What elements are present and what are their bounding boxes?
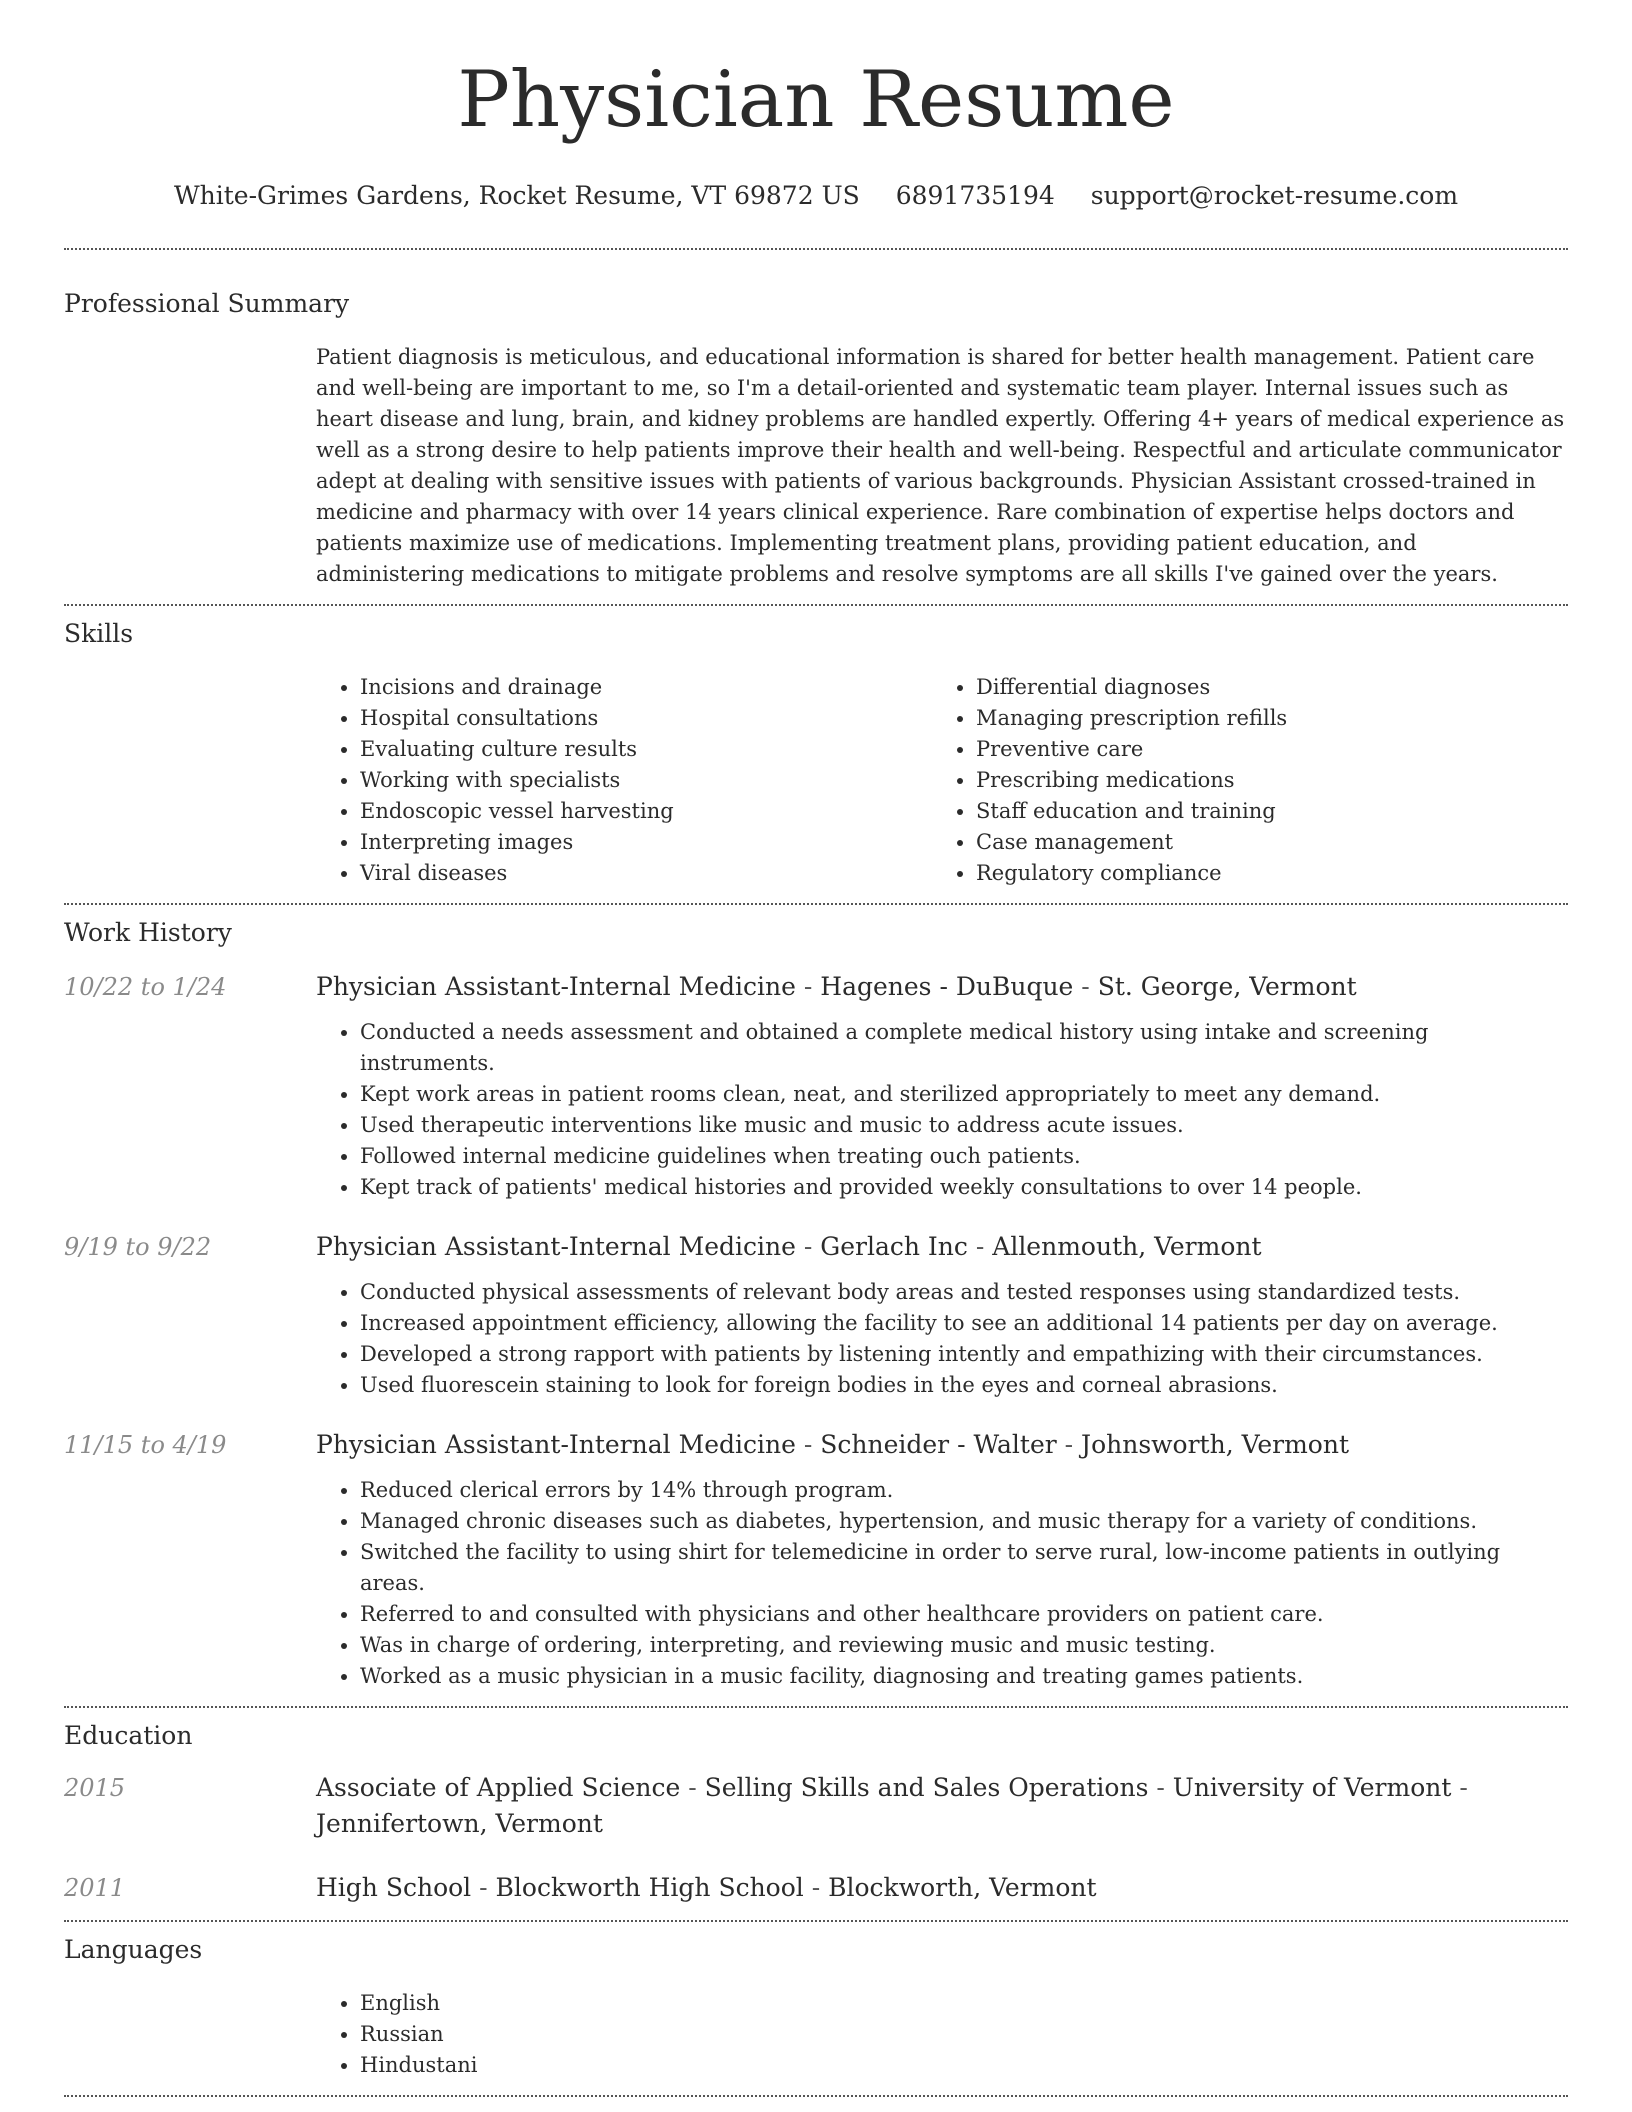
job-bullets-wrap bbox=[316, 1017, 1568, 1203]
job-bullet: • Kept work areas in patient rooms clean, neat, and sterilized appropriately to meet any demand. bbox=[360, 1079, 1568, 1110]
skill-item: • Preventive care bbox=[976, 734, 1548, 765]
section-title-work: Work History bbox=[64, 918, 232, 947]
skill-item: • Endoscopic vessel harvesting bbox=[360, 796, 932, 827]
work-entry-header bbox=[64, 969, 1568, 1005]
skill-item: • Case management bbox=[976, 827, 1548, 858]
skill-item: • Managing prescription refills bbox=[976, 703, 1548, 734]
skills-list-right bbox=[932, 672, 1548, 889]
job-location: Johnsworth, Vermont bbox=[1081, 1430, 1350, 1459]
education-location: Blockworth, Vermont bbox=[828, 1873, 1097, 1902]
education-school: University of Vermont bbox=[1172, 1773, 1452, 1802]
job-bullet: • Managed chronic diseases such as diabetes, hypertension, and music therapy for a variety of conditions. bbox=[360, 1506, 1568, 1537]
skill-item: • Differential diagnoses bbox=[976, 672, 1548, 703]
section-title-education: Education bbox=[64, 1721, 193, 1750]
job-bullet: • Used fluorescein staining to look for foreign bodies in the eyes and corneal abrasions. bbox=[360, 1370, 1568, 1401]
separator: - bbox=[1148, 1773, 1173, 1802]
education-entry bbox=[64, 1870, 1568, 1906]
separator: - bbox=[1451, 1773, 1468, 1802]
job-bullets-wrap bbox=[316, 1277, 1568, 1401]
job-bullet: • Reduced clerical errors by 14% through program. bbox=[360, 1475, 1568, 1506]
separator: - bbox=[795, 972, 821, 1001]
education-entries bbox=[64, 1770, 1568, 1906]
education-degree: Associate of Applied Science bbox=[316, 1773, 681, 1802]
skill-item: • Evaluating culture results bbox=[360, 734, 932, 765]
job-company: Gerlach Inc bbox=[820, 1232, 968, 1261]
language-item: • Russian bbox=[360, 2019, 1568, 2050]
education-location: Jennifertown, Vermont bbox=[316, 1809, 603, 1838]
divider bbox=[64, 1920, 1568, 1922]
work-entry bbox=[64, 1427, 1568, 1692]
skill-item: • Viral diseases bbox=[360, 858, 932, 889]
skill-item: • Working with specialists bbox=[360, 765, 932, 796]
job-bullet: • Was in charge of ordering, interpreting, and reviewing music and music testing. bbox=[360, 1630, 1568, 1661]
education-year: 2011 bbox=[64, 1874, 126, 1902]
job-bullet: • Developed a strong rapport with patients by listening intently and empathizing with their circumstances. bbox=[360, 1339, 1568, 1370]
job-role: Physician Assistant-Internal Medicine bbox=[316, 1232, 796, 1261]
job-bullet: • Conducted physical assessments of relevant body areas and tested responses using standardized tests. bbox=[360, 1277, 1568, 1308]
work-title bbox=[316, 1427, 1349, 1463]
education-title bbox=[316, 1770, 1568, 1842]
job-location: Allenmouth, Vermont bbox=[992, 1232, 1262, 1261]
education-degree: High School bbox=[316, 1873, 472, 1902]
skill-item: • Hospital consultations bbox=[360, 703, 932, 734]
divider bbox=[64, 604, 1568, 606]
work-section bbox=[64, 917, 1568, 1692]
contact-line bbox=[64, 180, 1568, 212]
work-dates: 9/19 to 9/22 bbox=[64, 1233, 212, 1261]
work-title bbox=[316, 1229, 1262, 1265]
work-dates: 10/22 to 1/24 bbox=[64, 973, 227, 1001]
job-bullets bbox=[316, 1475, 1568, 1692]
work-dates: 11/15 to 4/19 bbox=[64, 1431, 227, 1459]
skills-column-right bbox=[932, 672, 1548, 889]
separator: - bbox=[803, 1873, 829, 1902]
contact-phone: 6891735194 bbox=[895, 181, 1055, 210]
skill-item: • Incisions and drainage bbox=[360, 672, 932, 703]
summary-section bbox=[64, 288, 1568, 590]
job-bullet: • Kept track of patients' medical histories and provided weekly consultations to over 14 people. bbox=[360, 1172, 1568, 1203]
languages-section bbox=[64, 1934, 1568, 2081]
education-section bbox=[64, 1720, 1568, 1906]
job-bullets bbox=[316, 1017, 1568, 1203]
section-title-summary: Professional Summary bbox=[64, 289, 350, 318]
work-entry bbox=[64, 1229, 1568, 1401]
job-bullet: • Worked as a music physician in a music facility, diagnosing and treating games patients. bbox=[360, 1661, 1568, 1692]
education-school: Blockworth High School bbox=[495, 1873, 804, 1902]
section-title-skills: Skills bbox=[64, 619, 134, 648]
job-bullet: • Conducted a needs assessment and obtained a complete medical history using intake and screening instruments. bbox=[360, 1017, 1568, 1079]
divider bbox=[64, 903, 1568, 905]
job-bullet: • Increased appointment efficiency, allowing the facility to see an additional 14 patients per day on average. bbox=[360, 1308, 1568, 1339]
separator: - bbox=[680, 1773, 705, 1802]
skill-item: • Regulatory compliance bbox=[976, 858, 1548, 889]
skills-columns bbox=[316, 672, 1568, 889]
job-bullets bbox=[316, 1277, 1568, 1401]
languages-list-wrap bbox=[316, 1988, 1568, 2081]
divider bbox=[64, 1706, 1568, 1708]
skills-column-left bbox=[316, 672, 932, 889]
skill-item: • Staff education and training bbox=[976, 796, 1548, 827]
education-field: Selling Skills and Sales Operations bbox=[704, 1773, 1149, 1802]
work-entry-header bbox=[64, 1229, 1568, 1265]
job-bullet: • Switched the facility to using shirt for telemedicine in order to serve rural, low-income patients in outlying areas. bbox=[360, 1537, 1568, 1599]
languages-list bbox=[316, 1988, 1568, 2081]
resume-name: Physician Resume bbox=[457, 55, 1175, 145]
divider bbox=[64, 2095, 1568, 2097]
job-location: St. George, Vermont bbox=[1097, 972, 1357, 1001]
language-item: • English bbox=[360, 1988, 1568, 2019]
job-bullet: • Used therapeutic interventions like music and music to address acute issues. bbox=[360, 1110, 1568, 1141]
work-entry bbox=[64, 969, 1568, 1203]
job-bullet: • Referred to and consulted with physicians and other healthcare providers on patient care. bbox=[360, 1599, 1568, 1630]
skills-list-left bbox=[316, 672, 932, 889]
work-entries bbox=[64, 969, 1568, 1692]
job-role: Physician Assistant-Internal Medicine bbox=[316, 972, 796, 1001]
separator: - bbox=[1073, 972, 1098, 1001]
separator: - bbox=[795, 1232, 821, 1261]
job-company: Hagenes - DuBuque bbox=[820, 972, 1074, 1001]
education-year: 2015 bbox=[64, 1774, 126, 1802]
work-entry-header bbox=[64, 1427, 1568, 1463]
contact-address: White-Grimes Gardens, Rocket Resume, VT 69872 US bbox=[173, 181, 860, 210]
skill-item: • Prescribing medications bbox=[976, 765, 1548, 796]
work-title bbox=[316, 969, 1357, 1005]
section-title-languages: Languages bbox=[64, 1935, 203, 1964]
education-title bbox=[316, 1870, 1097, 1906]
job-role: Physician Assistant-Internal Medicine bbox=[316, 1430, 796, 1459]
separator: - bbox=[471, 1873, 496, 1902]
job-bullet: • Followed internal medicine guidelines when treating ouch patients. bbox=[360, 1141, 1568, 1172]
education-entry bbox=[64, 1770, 1568, 1842]
summary-text: Patient diagnosis is meticulous, and educational information is shared for better health management. Patient care and well-being are important to me, so I'm a detail-oriented and systematic team player. Internal issues such as heart disease and lung, brain, and kidney problems are handled expertly. Offering 4+ years of medical experience as well as a strong desire to help patients improve their health and well-being. Respectful and articulate communicator adept at dealing with sensitive issues with patients of various backgrounds. Physician Assistant crossed-trained in medicine and pharmacy with over 14 years clinical experience. Rare combination of expertise helps doctors and patients maximize use of medications. Implementing treatment plans, providing patient education, and administering medications to mitigate problems and resolve symptoms are all skills I've gained over the years. bbox=[316, 345, 1565, 586]
separator: - bbox=[795, 1430, 821, 1459]
language-item: • Hindustani bbox=[360, 2050, 1568, 2081]
skill-item: • Interpreting images bbox=[360, 827, 932, 858]
skills-section bbox=[64, 618, 1568, 889]
job-company: Schneider - Walter bbox=[820, 1430, 1057, 1459]
separator: - bbox=[967, 1232, 993, 1261]
job-bullets-wrap bbox=[316, 1475, 1568, 1692]
contact-email: support@rocket-resume.com bbox=[1090, 181, 1459, 210]
divider bbox=[64, 248, 1568, 250]
separator: - bbox=[1056, 1430, 1082, 1459]
